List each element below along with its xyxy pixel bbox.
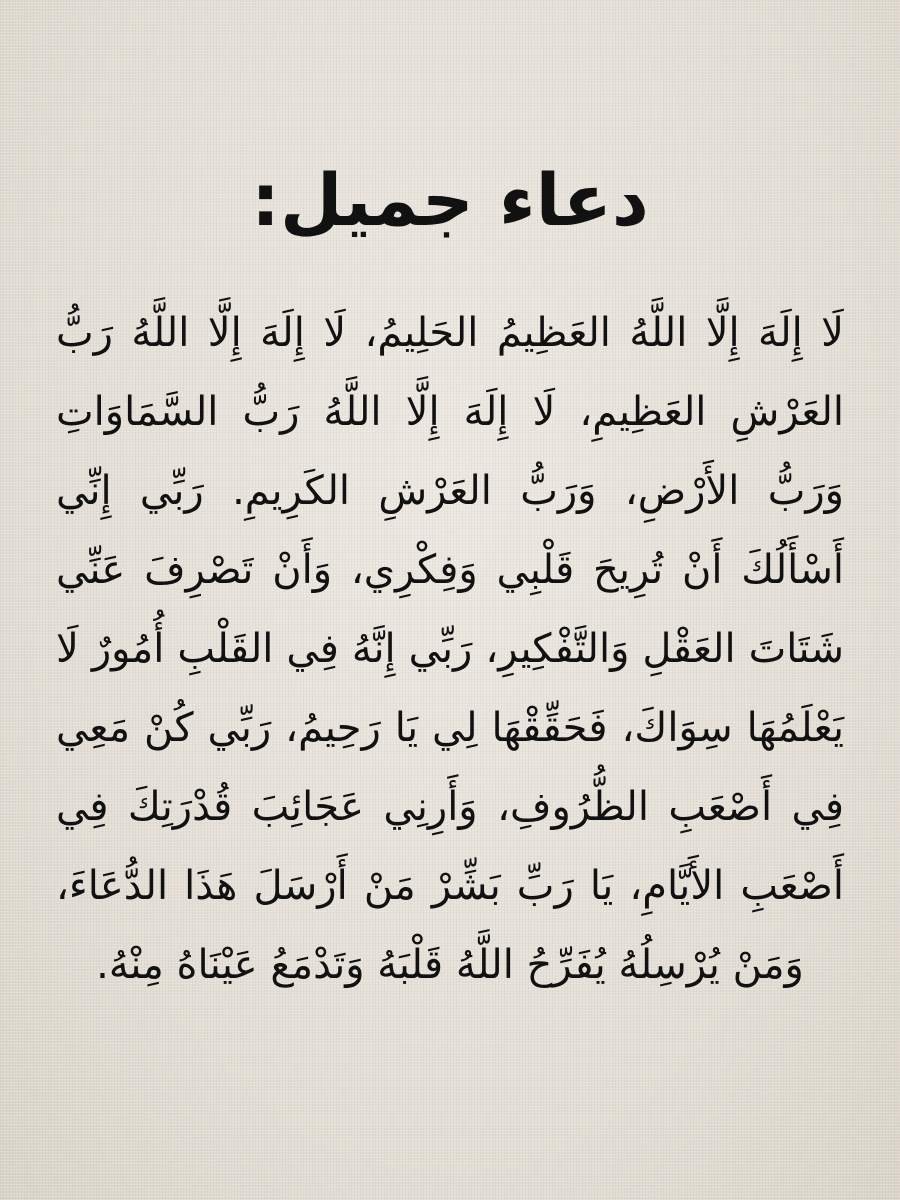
prayer-text: لَا إِلَهَ إِلَّا اللَّهُ العَظِيمُ الحَلِيمُ، لَا إِلَهَ إِلَّا اللَّهُ رَبُّ العَرْشِ العَظِيمِ، لَا إِلَهَ إِلَّا اللَّهُ رَبُّ السَّمَاوَاتِ وَرَبُّ الأَرْضِ، وَرَبُّ العَرْشِ الكَرِيمِ. رَبِّي إِنِّي أَسْأَلُكَ أَنْ تُرِيحَ قَلْبِي وَفِكْرِي، وَأَنْ تَصْرِفَ عَنِّي شَتَاتَ العَقْلِ وَالتَّفْكِيرِ، رَبِّي إِنَّهُ فِي القَلْبِ أُمُورٌ لَا يَعْلَمُهَا سِوَاكَ، فَحَقِّقْهَا لِي يَا رَحِيمُ، رَبِّي كُنْ مَعِي فِي أَصْعَبِ الظُّرُوفِ، وَأَرِنِي عَجَائِبَ قُدْرَتِكَ فِي أَصْعَبِ الأَيَّامِ، يَا رَبِّ بَشِّرْ مَنْ أَرْسَلَ هَذَا الدُّعَاءَ، وَمَنْ يُرْسِلُهُ يُفَرِّحُ اللَّهُ قَلْبَهُ وَتَدْمَعُ عَيْنَاهُ مِنْهُ. — [56, 310, 844, 988]
page-title: دعاء جميل: — [251, 158, 649, 242]
